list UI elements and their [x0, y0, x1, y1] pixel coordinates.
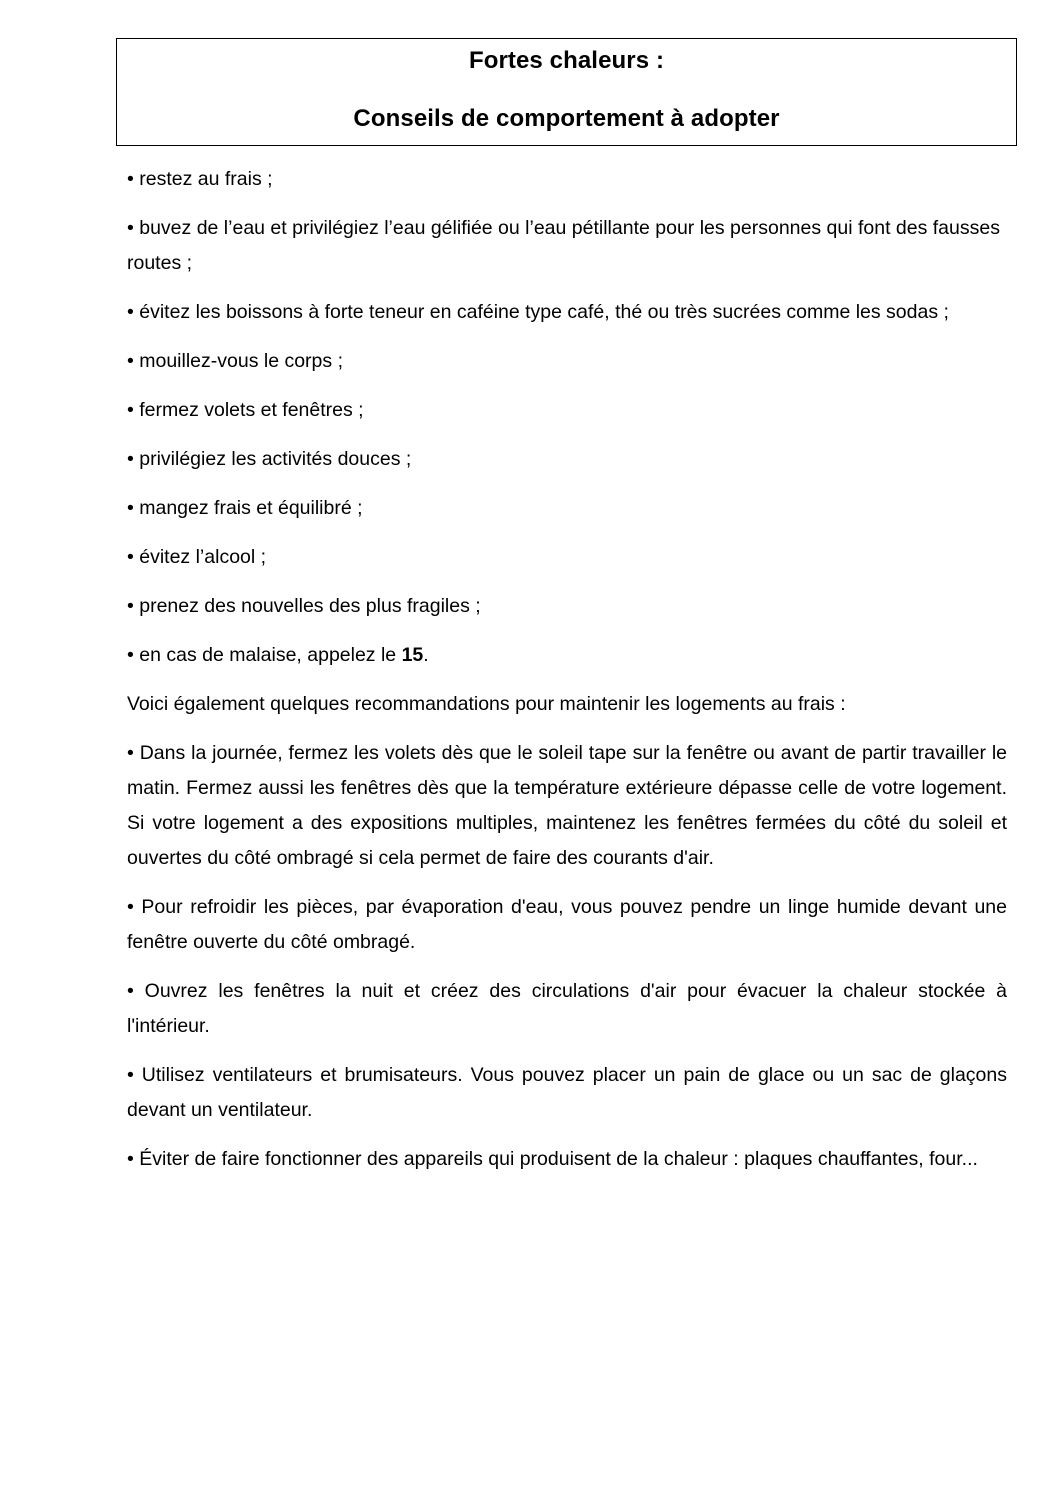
recommendations-intro: Voici également quelques recommandations pour maintenir les logements au frais : [127, 693, 846, 715]
advice-item: • prenez des nouvelles des plus fragiles ; [127, 595, 481, 617]
title-line-1: Fortes chaleurs : [468, 47, 665, 74]
emergency-suffix: . [423, 644, 429, 666]
title-box [116, 38, 1017, 146]
document-body [127, 162, 1007, 1191]
emergency-number: 15 [401, 644, 424, 666]
advice-item: • privilégiez les activités douces ; [127, 448, 412, 470]
advice-item: • mouillez-vous le corps ; [127, 350, 343, 372]
recommendation-item: • Éviter de faire fonctionner des appareils qui produisent de la chaleur : plaques chauffantes, four... [127, 1148, 978, 1170]
recommendation-item: • Ouvrez les fenêtres la nuit et créez des circulations d'air pour évacuer la chaleur stockée à l'intérieur. [127, 980, 1007, 1037]
advice-item: • évitez les boissons à forte teneur en caféine type café, thé ou très sucrées comme les sodas ; [127, 301, 949, 323]
advice-item: • buvez de l’eau et privilégiez l’eau gélifiée ou l’eau pétillante pour les personnes qui font des fausses routes ; [127, 217, 1000, 274]
emergency-item [127, 638, 1007, 673]
recommendation-item: • Utilisez ventilateurs et brumisateurs. Vous pouvez placer un pain de glace ou un sac de glaçons devant un ventilateur. [127, 1064, 1007, 1121]
advice-item: • restez au frais ; [127, 168, 273, 190]
advice-item: • évitez l’alcool ; [127, 546, 267, 568]
recommendation-item: • Dans la journée, fermez les volets dès que le soleil tape sur la fenêtre ou avant de partir travailler le matin. Fermez aussi les fenêtres dès que la température extérieure dépasse celle de votre logement. Si votre logement a des expositions multiples, maintenez les fenêtres fermées du côté du soleil et ouvertes du côté ombragé si cela permet de faire des courants d'air. [127, 742, 1007, 869]
advice-item: • mangez frais et équilibré ; [127, 497, 363, 519]
emergency-prefix: • en cas de malaise, appelez le [127, 644, 402, 666]
advice-item: • fermez volets et fenêtres ; [127, 399, 364, 421]
recommendation-item: • Pour refroidir les pièces, par évaporation d'eau, vous pouvez pendre un linge humide devant une fenêtre ouverte du côté ombragé. [127, 896, 1007, 953]
title-line-2: Conseils de comportement à adopter [353, 105, 780, 132]
